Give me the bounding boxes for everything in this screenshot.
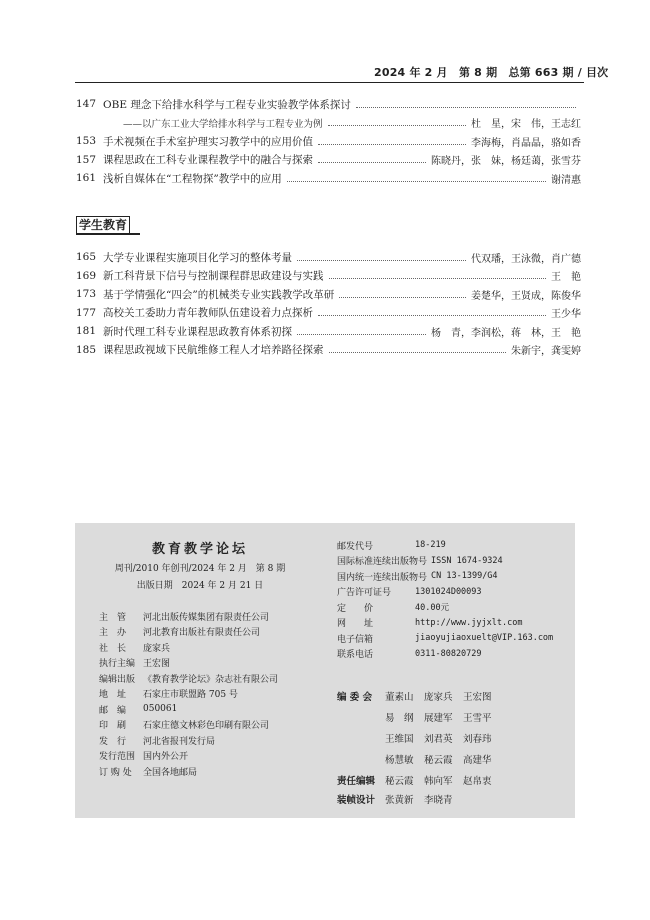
toc-entry <box>76 170 581 186</box>
info-label: 发 行 <box>99 736 127 747</box>
toc-leader-dots <box>297 334 426 335</box>
toc-authors: 陈晓丹，张 妹，杨廷蔼，张雪芬 <box>431 156 581 167</box>
journal-code-row <box>337 615 567 631</box>
publisher-info-row <box>99 686 339 702</box>
responsible-editors-label: 责任编辑 <box>337 776 376 787</box>
info-label: 主 办 <box>99 628 127 638</box>
toc-authors: 朱新宇，龚雯婷 <box>511 346 581 357</box>
journal-code-row <box>337 584 567 600</box>
code-value: jiaoyujiaoxuelt@VIP.163.com <box>415 633 554 643</box>
toc-authors: 杨 青，李润松，蒋 林，王 艳 <box>431 327 581 339</box>
toc-leader-dots <box>318 315 546 316</box>
toc-entry <box>76 133 581 149</box>
info-label: 执行主编 <box>99 659 136 669</box>
editor-name: 王宏图 <box>463 692 492 703</box>
info-value: 河北出版传媒集团有限责任公司 <box>143 612 270 623</box>
staff-name: 李晓青 <box>424 795 453 806</box>
toc-article-title: 大学专业课程实施项目化学习的整体考量 <box>103 251 292 264</box>
staff-name: 赵帛衷 <box>463 776 492 787</box>
code-value: 1301024D00093 <box>415 586 482 597</box>
toc-page-number: 169 <box>76 269 97 282</box>
toc-leader-dots <box>328 125 466 126</box>
issue-header: 2024 年 2 月 第 8 期 总第 663 期 / 目次 <box>374 66 609 79</box>
publisher-info-row <box>99 732 339 748</box>
editor-name: 王维国 <box>385 734 414 745</box>
toc-leader-dots <box>339 297 466 298</box>
toc-entry <box>76 286 581 302</box>
toc-page-number: 161 <box>76 172 97 184</box>
staff-name: 秘云霞 <box>385 776 414 787</box>
staff-name: 韩向军 <box>424 776 453 787</box>
code-label: 国际标准连续出版物号 <box>337 557 428 567</box>
toc-article-title: 手术视频在手术室护理实习教学中的应用价值 <box>103 135 313 148</box>
info-value: 石家庄德文林彩色印刷有限公司 <box>143 721 270 731</box>
toc-leader-dots <box>297 260 466 261</box>
editorial-board-names <box>385 731 502 745</box>
toc-page-number: 173 <box>76 288 97 300</box>
publisher-info-row <box>99 748 339 764</box>
publisher-info-row <box>99 655 339 671</box>
toc-authors: 王少华 <box>551 309 581 320</box>
info-value: 石家庄市联盟路 705 号 <box>143 690 238 700</box>
publisher-info-row <box>99 763 339 779</box>
code-label: 网 址 <box>337 619 374 629</box>
info-label: 邮 编 <box>99 705 127 716</box>
journal-pubdate: 出版日期 2024 年 2 月 21 日 <box>136 581 264 591</box>
toc-leader-dots <box>329 352 507 353</box>
editor-name: 杨慧敏 <box>385 755 414 766</box>
toc-article-title: 浅析自媒体在“工程物探”教学中的应用 <box>103 172 282 185</box>
code-label: 电子信箱 <box>337 634 374 645</box>
toc-page-number: 181 <box>76 325 97 337</box>
publisher-info-row <box>99 639 339 655</box>
info-value: 050061 <box>143 704 178 714</box>
toc-article-title: 新工科背景下信号与控制课程群思政建设与实践 <box>103 270 324 282</box>
toc-page-number: 177 <box>76 306 97 319</box>
toc-authors: 杜 星，宋 伟，王志红 <box>471 119 581 130</box>
staff-name: 张黄新 <box>385 795 414 806</box>
journal-code-row <box>337 630 567 646</box>
editor-name: 刘君英 <box>424 734 453 745</box>
editorial-board-names <box>385 689 502 703</box>
publisher-info-row <box>99 608 339 624</box>
toc-authors: 王 艳 <box>551 272 581 283</box>
toc-leader-dots <box>356 107 576 108</box>
publisher-info-row <box>99 624 339 640</box>
code-value: 40.00元 <box>415 603 450 613</box>
code-value: CN 13-1399/G4 <box>431 571 498 581</box>
toc-article-title: OBE 理念下给排水科学与工程专业实验教学体系探讨 <box>103 98 351 111</box>
responsible-editors-names <box>385 773 502 787</box>
toc-leader-dots <box>318 144 466 145</box>
info-value: 庞家兵 <box>143 643 171 654</box>
toc-leader-dots <box>318 162 426 163</box>
info-label: 印 刷 <box>99 721 127 731</box>
editorial-board-names <box>385 710 502 724</box>
info-value: 全国各地邮局 <box>143 767 198 778</box>
cover-designers-names <box>385 792 463 806</box>
toc-article-title: 基于学情强化“四会”的机械类专业实践教学改革研 <box>103 288 335 301</box>
toc-entry <box>76 268 581 284</box>
section-underline <box>76 233 140 235</box>
journal-code-row <box>337 599 567 615</box>
info-label: 地 址 <box>99 690 127 700</box>
journal-code-row <box>337 646 567 662</box>
info-value: 王宏图 <box>143 659 171 669</box>
editorial-board-names <box>385 752 502 766</box>
toc-entry <box>76 249 581 265</box>
code-label: 定 价 <box>337 603 374 614</box>
journal-frequency: 周刊/2010 年创刊/2024 年 2 月 第 8 期 <box>114 564 286 574</box>
toc-authors: 谢清惠 <box>551 174 581 186</box>
toc-entry <box>76 305 581 321</box>
info-label: 订 购 处 <box>99 767 132 778</box>
code-label: 邮发代号 <box>337 541 374 552</box>
toc-page-number: 153 <box>76 135 97 147</box>
toc-leader-dots <box>287 181 546 182</box>
editor-name: 董素山 <box>385 692 414 703</box>
toc-entry <box>76 342 581 358</box>
journal-code-row <box>337 537 567 553</box>
toc-article-title: 高校关工委助力青年教师队伍建设着力点探析 <box>103 307 313 319</box>
toc-authors: 李海梅，肖晶晶，骆如香 <box>471 137 581 149</box>
toc-authors: 姜楚华，王贤成，陈俊华 <box>471 290 581 302</box>
toc-entry <box>76 96 581 112</box>
masthead-box <box>75 523 575 818</box>
code-label: 联系电话 <box>337 650 374 660</box>
toc-page-number: 165 <box>76 251 97 263</box>
info-label: 主 管 <box>99 612 127 623</box>
editorial-board-label: 编 委 会 <box>337 692 373 703</box>
header-rule <box>75 82 584 83</box>
editor-name: 王雪平 <box>463 713 492 724</box>
toc-page-number: 147 <box>76 98 97 110</box>
code-value: 0311-80820729 <box>415 648 482 659</box>
toc-article-title: ——以广东工业大学给排水科学与工程专业为例 <box>123 118 323 130</box>
info-label: 发行范围 <box>99 752 136 762</box>
info-label: 社 长 <box>99 643 127 654</box>
section-label-student-education: 学生教育 <box>76 216 130 234</box>
toc-authors: 代双璠，王泳微，肖广德 <box>471 253 581 265</box>
info-value: 国内外公开 <box>143 752 189 762</box>
code-value: ISSN 1674-9324 <box>431 555 503 566</box>
editor-name: 高建华 <box>463 755 492 766</box>
toc-page-number: 157 <box>76 153 97 166</box>
editor-name: 展建军 <box>424 713 453 724</box>
toc-article-title: 课程思政视域下民航维修工程人才培养路径探索 <box>103 344 324 356</box>
code-value: http://www.jyjxlt.com <box>415 617 523 628</box>
publisher-info-row <box>99 717 339 733</box>
toc-article-title: 课程思政在工科专业课程教学中的融合与探索 <box>103 154 313 166</box>
editor-name: 庞家兵 <box>424 692 453 703</box>
toc-article-title: 新时代理工科专业课程思政教育体系初探 <box>103 325 292 338</box>
toc-entry <box>76 115 581 131</box>
editor-name: 刘春玮 <box>463 734 492 745</box>
info-value: 《教育教学论坛》杂志社有限公司 <box>143 674 279 685</box>
toc-leader-dots <box>329 278 547 279</box>
publisher-info-row <box>99 670 339 686</box>
journal-code-row <box>337 553 567 569</box>
info-value: 河北教育出版社有限责任公司 <box>143 628 261 638</box>
toc-entry <box>76 152 581 168</box>
code-value: 18-219 <box>415 540 446 550</box>
toc-entry <box>76 323 581 339</box>
journal-code-row <box>337 568 567 584</box>
code-label: 广告许可证号 <box>337 588 392 598</box>
toc-page-number: 185 <box>76 343 97 356</box>
editor-name: 易 纲 <box>385 713 414 724</box>
journal-name: 教育教学论坛 <box>151 542 248 557</box>
editor-name: 秘云霞 <box>424 755 453 766</box>
code-label: 国内统一连续出版物号 <box>337 572 428 583</box>
info-value: 河北省报刊发行局 <box>143 736 216 747</box>
cover-designers-label: 装帧设计 <box>337 795 376 806</box>
publisher-info-row <box>99 701 339 717</box>
info-label: 编辑出版 <box>99 674 136 685</box>
